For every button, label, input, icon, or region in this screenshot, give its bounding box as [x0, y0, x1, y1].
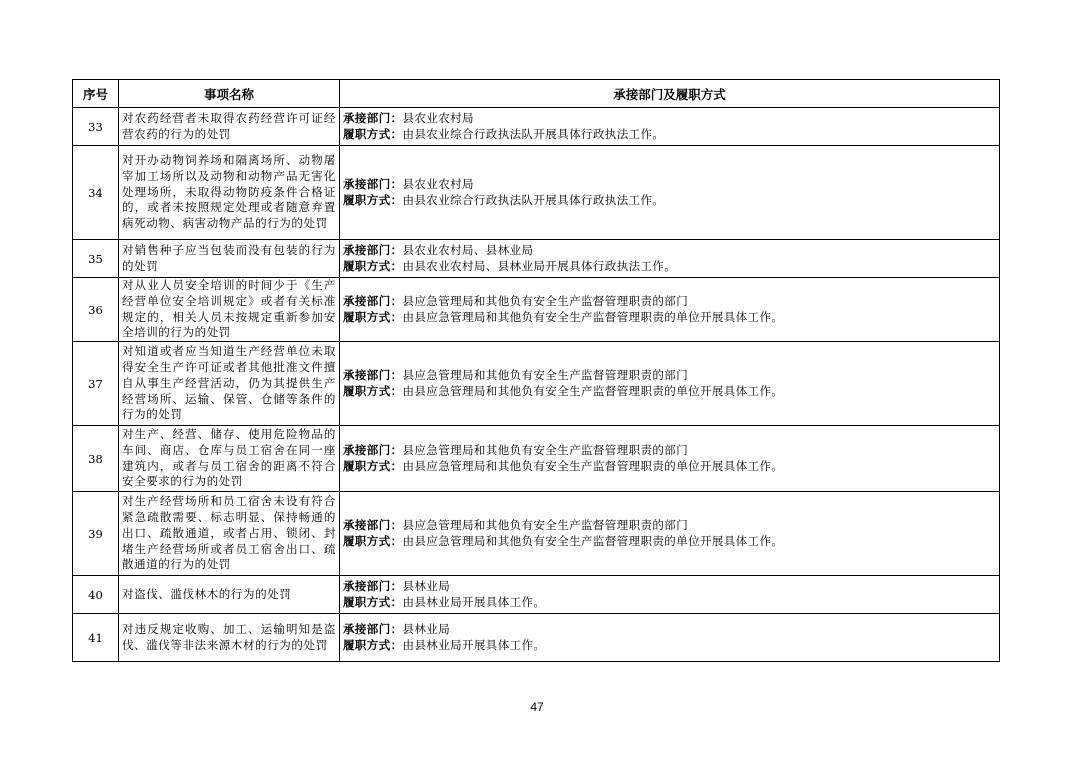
- table-row: [73, 108, 1000, 146]
- duty-value: 由县农业农村局、县林业局开展具体行政执法工作。: [402, 258, 677, 273]
- department-duty-cell: [340, 108, 1000, 146]
- item-name: 对农药经营者未取得农药经营许可证经营农药的行为的处罚: [119, 108, 340, 146]
- department-line: [343, 111, 999, 127]
- item-name: 对生产、经营、储存、使用危险物品的车间、商店、仓库与员工宿舍在同一座建筑内，或者与员工宿舍的距离不符合安全要求的行为的处罚: [119, 426, 340, 492]
- department-value: 县农业农村局、县林业局: [402, 242, 534, 257]
- department-value: 县应急管理局和其他负有安全生产监督管理职责的部门: [402, 293, 689, 308]
- department-line: [343, 368, 999, 384]
- duty-label: 履职方式：: [343, 383, 403, 398]
- department-label: 承接部门：: [343, 367, 403, 382]
- department-duty-cell: [340, 342, 1000, 426]
- duty-label: 履职方式：: [343, 458, 403, 473]
- department-line: [343, 579, 999, 595]
- table-row: [73, 492, 1000, 576]
- row-number: 37: [73, 342, 119, 426]
- duty-value: 由县应急管理局和其他负有安全生产监督管理职责的单位开展具体工作。: [402, 458, 784, 473]
- row-number: 40: [73, 576, 119, 614]
- table-row: [73, 146, 1000, 240]
- duty-value: 由县农业综合行政执法队开展具体行政执法工作。: [402, 192, 665, 207]
- row-number: 38: [73, 426, 119, 492]
- department-label: 承接部门：: [343, 176, 403, 191]
- department-value: 县应急管理局和其他负有安全生产监督管理职责的部门: [402, 517, 689, 532]
- page-number: 47: [530, 700, 544, 714]
- item-name: 对销售种子应当包装而没有包装的行为的处罚: [119, 240, 340, 278]
- department-label: 承接部门：: [343, 578, 403, 593]
- duty-label: 履职方式：: [343, 192, 403, 207]
- duty-line: [343, 534, 999, 550]
- duty-line: [343, 310, 999, 326]
- department-duty-cell: [340, 146, 1000, 240]
- department-duty-cell: [340, 278, 1000, 342]
- duty-value: 由县应急管理局和其他负有安全生产监督管理职责的单位开展具体工作。: [402, 309, 784, 324]
- table-row: [73, 278, 1000, 342]
- department-line: [343, 177, 999, 193]
- duty-value: 由县农业综合行政执法队开展具体行政执法工作。: [402, 126, 665, 141]
- header-department-duty: 承接部门及履职方式: [340, 80, 1000, 108]
- department-value: 县应急管理局和其他负有安全生产监督管理职责的部门: [402, 442, 689, 457]
- duty-value: 由县应急管理局和其他负有安全生产监督管理职责的单位开展具体工作。: [402, 383, 784, 398]
- department-value: 县林业局: [402, 578, 451, 593]
- department-label: 承接部门：: [343, 242, 403, 257]
- duty-line: [343, 259, 999, 275]
- table-row: [73, 240, 1000, 278]
- duty-value: 由县林业局开展具体工作。: [402, 594, 546, 609]
- department-duty-cell: [340, 614, 1000, 662]
- item-name: 对盗伐、滥伐林木的行为的处罚: [119, 576, 340, 614]
- department-value: 县农业农村局: [402, 176, 474, 191]
- department-label: 承接部门：: [343, 442, 403, 457]
- duty-value: 由县林业局开展具体工作。: [402, 637, 546, 652]
- department-duty-cell: [340, 426, 1000, 492]
- table-row: [73, 614, 1000, 662]
- row-number: 36: [73, 278, 119, 342]
- item-name: 对知道或者应当知道生产经营单位未取得安全生产许可证或者其他批准文件擅自从事生产经营活动，仍为其提供生产经营场所、运输、保管、仓储等条件的行为的处罚: [119, 342, 340, 426]
- duty-label: 履职方式：: [343, 258, 403, 273]
- department-line: [343, 518, 999, 534]
- department-line: [343, 243, 999, 259]
- duty-line: [343, 638, 999, 654]
- duty-line: [343, 127, 999, 143]
- department-duty-cell: [340, 492, 1000, 576]
- header-number: 序号: [73, 80, 119, 108]
- row-number: 33: [73, 108, 119, 146]
- table-body: [73, 108, 1000, 662]
- responsibility-table: [72, 79, 1000, 662]
- row-number: 34: [73, 146, 119, 240]
- duty-value: 由县应急管理局和其他负有安全生产监督管理职责的单位开展具体工作。: [402, 533, 784, 548]
- department-label: 承接部门：: [343, 293, 403, 308]
- department-duty-cell: [340, 576, 1000, 614]
- row-number: 41: [73, 614, 119, 662]
- department-value: 县农业农村局: [402, 110, 474, 125]
- duty-line: [343, 595, 999, 611]
- table-header-row: [73, 80, 1000, 108]
- department-duty-cell: [340, 240, 1000, 278]
- item-name: 对开办动物饲养场和隔离场所、动物屠宰加工场所以及动物和动物产品无害化处理场所，未取得动物防疫条件合格证的，或者未按照规定处理或者随意弃置病死动物、病害动物产品的行为的处罚: [119, 146, 340, 240]
- duty-line: [343, 459, 999, 475]
- department-value: 县应急管理局和其他负有安全生产监督管理职责的部门: [402, 367, 689, 382]
- item-name: 对从业人员安全培训的时间少于《生产经营单位安全培训规定》或者有关标准规定的，相关人员未按规定重新参加安全培训的行为的处罚: [119, 278, 340, 342]
- duty-label: 履职方式：: [343, 126, 403, 141]
- department-label: 承接部门：: [343, 110, 403, 125]
- item-name: 对违反规定收购、加工、运输明知是盗伐、滥伐等非法来源木材的行为的处罚: [119, 614, 340, 662]
- duty-line: [343, 193, 999, 209]
- duty-label: 履职方式：: [343, 533, 403, 548]
- duty-line: [343, 384, 999, 400]
- duty-label: 履职方式：: [343, 309, 403, 324]
- department-line: [343, 622, 999, 638]
- duty-label: 履职方式：: [343, 637, 403, 652]
- department-line: [343, 443, 999, 459]
- table-row: [73, 342, 1000, 426]
- department-line: [343, 294, 999, 310]
- item-name: 对生产经营场所和员工宿舍未设有符合紧急疏散需要、标志明显、保持畅通的出口、疏散通道，或者占用、锁闭、封堵生产经营场所或者员工宿舍出口、疏散通道的行为的处罚: [119, 492, 340, 576]
- header-item-name: 事项名称: [119, 80, 340, 108]
- duty-label: 履职方式：: [343, 594, 403, 609]
- department-label: 承接部门：: [343, 517, 403, 532]
- row-number: 35: [73, 240, 119, 278]
- row-number: 39: [73, 492, 119, 576]
- department-label: 承接部门：: [343, 621, 403, 636]
- department-value: 县林业局: [402, 621, 451, 636]
- table-row: [73, 426, 1000, 492]
- table-row: [73, 576, 1000, 614]
